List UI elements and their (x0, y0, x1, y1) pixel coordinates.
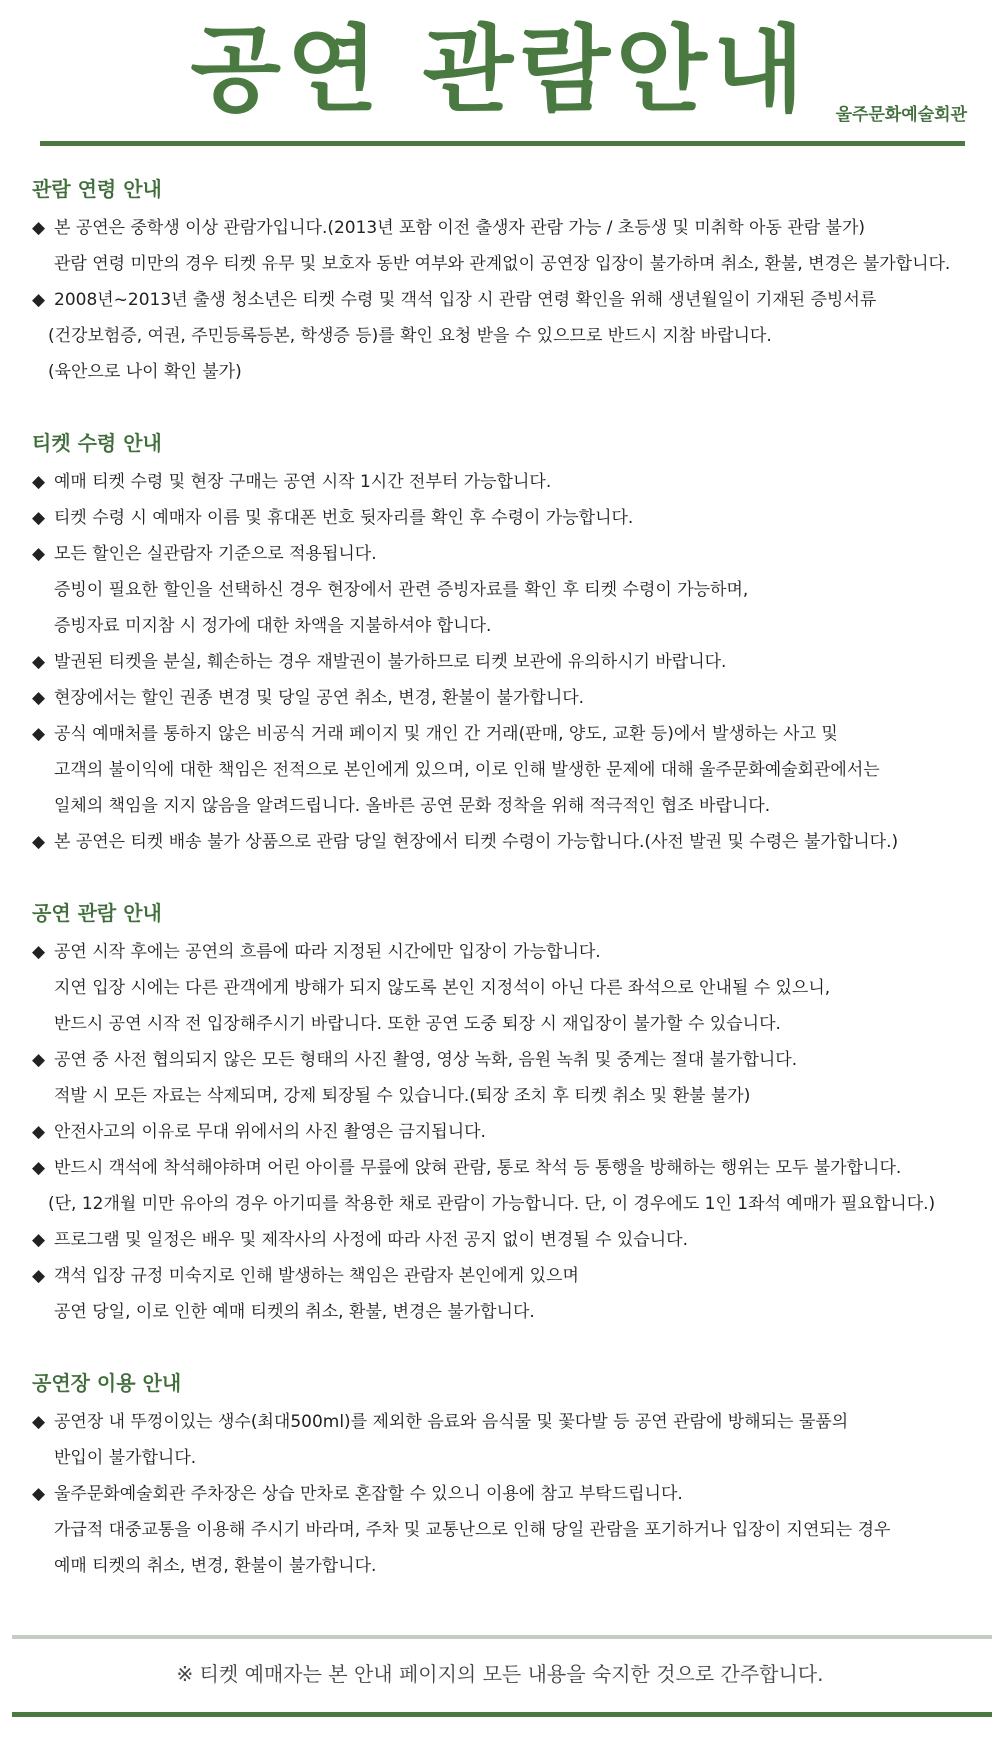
diamond-bullet-icon: ◆ (32, 544, 46, 564)
notice-line (32, 500, 972, 536)
notice-text: 공연 중 사전 협의되지 않은 모든 형태의 사진 촬영, 영상 녹화, 음원 녹취 및 중계는 절대 불가합니다. (54, 1050, 798, 1070)
notice-continuation-line: 예매 티켓의 취소, 변경, 환불이 불가합니다. (54, 1556, 377, 1576)
notice-text: 울주문화예술회관 주차장은 상습 만차로 혼잡할 수 있으니 이용에 참고 부탁드립니다. (54, 1484, 683, 1504)
organization-name: 울주문화예술회관 (835, 105, 967, 125)
notice-text: 안전사고의 이유로 무대 위에서의 사진 촬영은 금지됩니다. (54, 1122, 486, 1142)
header-divider (40, 141, 965, 146)
notice-line (32, 934, 972, 970)
notice-text: 공식 예매처를 통하지 않은 비공식 거래 페이지 및 개인 간 거래(판매, 양도, 교환 등)에서 발생하는 사고 및 (54, 724, 838, 744)
notice-section (32, 174, 972, 390)
notice-text: 모든 할인은 실관람자 기준으로 적용됩니다. (54, 544, 377, 564)
section-title: 공연장 이용 안내 (32, 1371, 182, 1395)
diamond-bullet-icon: ◆ (32, 1050, 46, 1070)
notice-item (32, 1042, 972, 1114)
notice-item (32, 1404, 972, 1476)
diamond-bullet-icon: ◆ (32, 508, 46, 528)
notice-continuation-line: 지연 입장 시에는 다른 관객에게 방해가 되지 않도록 본인 지정석이 아닌 다른 좌석으로 안내될 수 있으니, (54, 978, 831, 998)
notice-item (32, 500, 972, 536)
notice-content (32, 174, 972, 1622)
notice-text: 객석 입장 규정 미숙지로 인해 발생하는 책임은 관람자 본인에게 있으며 (54, 1266, 579, 1286)
diamond-bullet-icon: ◆ (32, 1412, 46, 1432)
notice-continuation-line: (단, 12개월 미만 유아의 경우 아기띠를 착용한 채로 관람이 가능합니다. 단, 이 경우에도 1인 1좌석 예매가 필요합니다.) (48, 1194, 936, 1214)
notice-item (32, 1222, 972, 1258)
notice-item (32, 934, 972, 1042)
notice-continuation-line: (육안으로 나이 확인 불가) (48, 362, 242, 382)
notice-continuation-line: 반입이 불가합니다. (54, 1448, 197, 1468)
notice-text: 예매 티켓 수령 및 현장 구매는 공연 시작 1시간 전부터 가능합니다. (54, 472, 552, 492)
notice-line (32, 1222, 972, 1258)
notice-item (32, 1258, 972, 1330)
notice-item (32, 210, 972, 282)
notice-continuation-line: 증빙이 필요한 할인을 선택하신 경우 현장에서 관련 증빙자료를 확인 후 티켓 수령이 가능하며, (54, 580, 749, 600)
page-header (0, 0, 1000, 150)
footer-divider-bottom (12, 1712, 992, 1717)
notice-item (32, 536, 972, 644)
notice-continuation-line: 공연 당일, 이로 인한 예매 티켓의 취소, 환불, 변경은 불가합니다. (54, 1302, 535, 1322)
section-title: 공연 관람 안내 (32, 901, 162, 925)
notice-line (32, 680, 972, 716)
diamond-bullet-icon: ◆ (32, 724, 46, 744)
notice-line (32, 1150, 972, 1186)
notice-line (32, 210, 972, 246)
diamond-bullet-icon: ◆ (32, 688, 46, 708)
notice-text: 2008년~2013년 출생 청소년은 티켓 수령 및 객석 입장 시 관람 연령 확인을 위해 생년월일이 기재된 증빙서류 (54, 290, 877, 310)
notice-item (32, 282, 972, 390)
notice-item (32, 1114, 972, 1150)
notice-continuation-line: 가급적 대중교통을 이용해 주시기 바라며, 주차 및 교통난으로 인해 당일 관람을 포기하거나 입장이 지연되는 경우 (54, 1520, 891, 1540)
notice-item (32, 680, 972, 716)
notice-line (32, 464, 972, 500)
notice-text: 프로그램 및 일정은 배우 및 제작사의 사정에 따라 사전 공지 없이 변경될 수 있습니다. (54, 1230, 689, 1250)
notice-item (32, 716, 972, 824)
notice-item (32, 824, 972, 860)
diamond-bullet-icon: ◆ (32, 942, 46, 962)
notice-text: 공연장 내 뚜껑이있는 생수(최대500ml)를 제외한 음료와 음식물 및 꽃다발 등 공연 관람에 방해되는 물품의 (54, 1412, 849, 1432)
notice-section (32, 428, 972, 860)
notice-item (32, 644, 972, 680)
notice-item (32, 1476, 972, 1584)
diamond-bullet-icon: ◆ (32, 472, 46, 492)
notice-line (32, 824, 972, 860)
notice-text: 공연 시작 후에는 공연의 흐름에 따라 지정된 시간에만 입장이 가능합니다. (54, 942, 601, 962)
section-title: 관람 연령 안내 (32, 177, 162, 201)
diamond-bullet-icon: ◆ (32, 832, 46, 852)
notice-section (32, 1368, 972, 1584)
diamond-bullet-icon: ◆ (32, 290, 46, 310)
footer-note: ※ 티켓 예매자는 본 안내 페이지의 모든 내용을 숙지한 것으로 간주합니다. (176, 1662, 824, 1686)
notice-continuation-line: 반드시 공연 시작 전 입장해주시기 바랍니다. 또한 공연 도중 퇴장 시 재입장이 불가할 수 있습니다. (54, 1014, 781, 1034)
diamond-bullet-icon: ◆ (32, 1266, 46, 1286)
notice-line (32, 1476, 972, 1512)
notice-continuation-line: 일체의 책임을 지지 않음을 알려드립니다. 올바른 공연 문화 정착을 위해 적극적인 협조 바랍니다. (54, 796, 771, 816)
notice-continuation-line: (건강보험증, 여권, 주민등록등본, 학생증 등)를 확인 요청 받을 수 있으므로 반드시 지참 바랍니다. (48, 326, 772, 346)
notice-line (32, 644, 972, 680)
notice-section (32, 898, 972, 1330)
notice-line (32, 536, 972, 572)
diamond-bullet-icon: ◆ (32, 1484, 46, 1504)
diamond-bullet-icon: ◆ (32, 1230, 46, 1250)
notice-line (32, 1042, 972, 1078)
notice-line (32, 1114, 972, 1150)
notice-line (32, 716, 972, 752)
diamond-bullet-icon: ◆ (32, 1158, 46, 1178)
notice-continuation-line: 고객의 불이익에 대한 책임은 전적으로 본인에게 있으며, 이로 인해 발생한 문제에 대해 울주문화예술회관에서는 (54, 760, 880, 780)
notice-text: 발권된 티켓을 분실, 훼손하는 경우 재발권이 불가하므로 티켓 보관에 유의하시기 바랍니다. (54, 652, 727, 672)
notice-item (32, 464, 972, 500)
notice-item (32, 1150, 972, 1222)
notice-line (32, 282, 972, 318)
diamond-bullet-icon: ◆ (32, 652, 46, 672)
diamond-bullet-icon: ◆ (32, 1122, 46, 1142)
footer-divider-top (12, 1635, 992, 1639)
section-title: 티켓 수령 안내 (32, 431, 162, 455)
notice-text: 본 공연은 중학생 이상 관람가입니다.(2013년 포함 이전 출생자 관람 가능 / 초등생 및 미취학 아동 관람 불가) (54, 218, 865, 238)
diamond-bullet-icon: ◆ (32, 218, 46, 238)
notice-text: 본 공연은 티켓 배송 불가 상품으로 관람 당일 현장에서 티켓 수령이 가능합니다.(사전 발권 및 수령은 불가합니다.) (54, 832, 899, 852)
page-title: 공연 관람안내 (190, 15, 810, 125)
notice-continuation-line: 적발 시 모든 자료는 삭제되며, 강제 퇴장될 수 있습니다.(퇴장 조치 후 티켓 취소 및 환불 불가) (54, 1086, 751, 1106)
notice-line (32, 1404, 972, 1440)
notice-continuation-line: 증빙자료 미지참 시 정가에 대한 차액을 지불하셔야 합니다. (54, 616, 492, 636)
notice-text: 티켓 수령 시 예매자 이름 및 휴대폰 번호 뒷자리를 확인 후 수령이 가능합니다. (54, 508, 634, 528)
notice-line (32, 1258, 972, 1294)
notice-continuation-line: 관람 연령 미만의 경우 티켓 유무 및 보호자 동반 여부와 관계없이 공연장 입장이 불가하며 취소, 환불, 변경은 불가합니다. (54, 254, 951, 274)
notice-text: 현장에서는 할인 권종 변경 및 당일 공연 취소, 변경, 환불이 불가합니다. (54, 688, 585, 708)
notice-text: 반드시 객석에 착석해야하며 어린 아이를 무릎에 앉혀 관람, 통로 착석 등 통행을 방해하는 행위는 모두 불가합니다. (54, 1158, 902, 1178)
